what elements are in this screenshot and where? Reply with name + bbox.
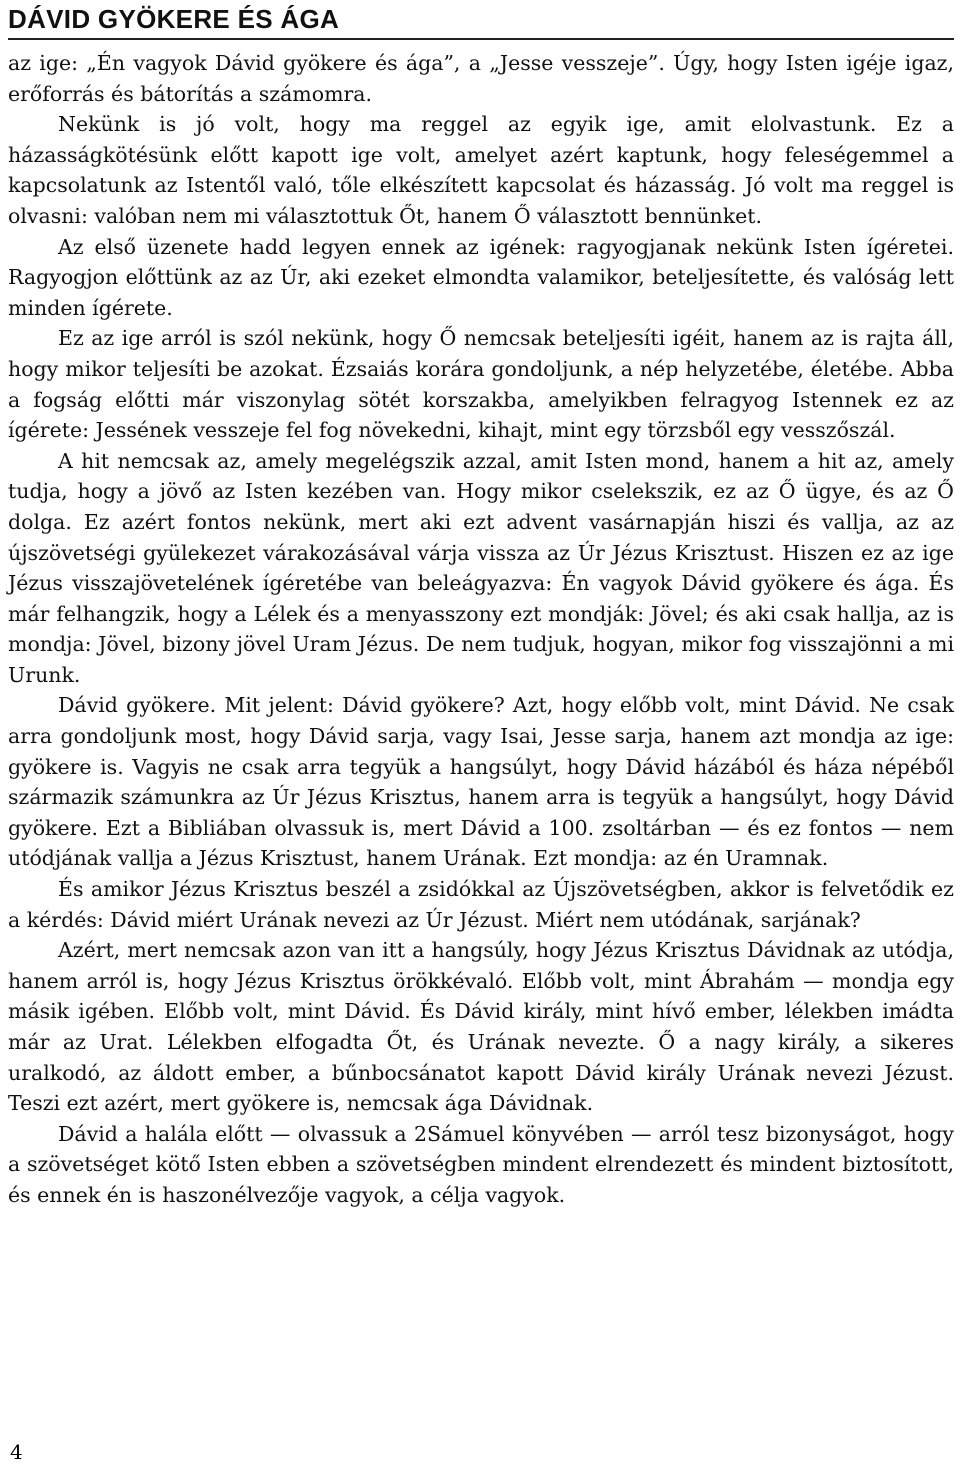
page-title: DÁVID GYÖKERE ÉS ÁGA bbox=[8, 4, 340, 34]
paragraph: Dávid a halála előtt — olvassuk a 2Sámuel könyvében — arról tesz bizonyságot, hogy a szövetséget kötő Isten ebben a szövetségben mindent elrendezett és mindent biztosított, és ennek én is haszonélvezője vagyok, a célja vagyok. bbox=[8, 1121, 954, 1207]
title-rule bbox=[8, 38, 954, 40]
page-number: 4 bbox=[10, 1440, 23, 1464]
document-page bbox=[8, 0, 954, 1211]
paragraph: Dávid gyökere. Mit jelent: Dávid gyökere? Azt, hogy előbb volt, mint Dávid. Ne csak arra gondoljunk most, hogy Dávid sarja, vagy Isai, Jesse sarja, hanem azt mondja az ige: gyökere is. Vagyis ne csak arra tegyük a hangsúlyt, hogy Dávid házából és háza népéből származik számunkra az Úr Jézus Krisztus, hanem arra is tegyük a hangsúlyt, hogy Dávid gyökere. Ezt a Bibliában olvassuk is, mert Dávid a 100. zsoltárban — és ez fontos — nem utódjának vallja a Jézus Krisztust, hanem Urának. Ezt mondja: az én Uramnak. bbox=[8, 693, 954, 871]
paragraph: Nekünk is jó volt, hogy ma reggel az egyik ige, amit elolvastunk. Ez a házasságkötésünk előtt kapott ige volt, amelyet azért kaptunk, hogy feleségemmel a kapcsolatunk az Istentől való, tőle elkészített kapcsolat és házasság. Jó volt ma reggel is olvasni: valóban nem mi választottuk Őt, hanem Ő választott bennünket. bbox=[8, 112, 954, 228]
paragraph: Azért, mert nemcsak azon van itt a hangsúly, hogy Jézus Krisztus Dávidnak az utódja, hanem arról is, hogy Jézus Krisztus örökkévaló. Előbb volt, mint Ábrahám — mondja egy másik igében. Előbb volt, mint Dávid. És Dávid király, mint hívő ember, lélekben imádta már az Urat. Lélekben elfogadta Őt, és Urának nevezte. Ő a nagy király, a sikeres uralkodó, az áldott ember, a bűnbocsánatot kapott Dávid király Urának nevezi Jézust. Teszi ezt azért, mert gyökere is, nemcsak ága Dávidnak. bbox=[8, 938, 954, 1116]
paragraph: És amikor Jézus Krisztus beszél a zsidókkal az Újszövetségben, akkor is felvetődik ez a kérdés: Dávid miért Urának nevezi az Úr Jézust. Miért nem utódának, sarjának? bbox=[8, 877, 954, 932]
paragraph: A hit nemcsak az, amely megelégszik azzal, amit Isten mond, hanem a hit az, amely tudja, hogy a jövő az Isten kezében van. Hogy mikor cselekszik, ez az Ő ügye, és az Ő dolga. Ez azért fontos nekünk, mert aki ezt advent vasárnapján hiszi és vallja, az az újszövetségi gyülekezet várakozásával várja vissza az Úr Jézus Krisztust. Hiszen ez az ige Jézus visszajövetelének ígéretébe van beleágyazva: Én vagyok Dávid gyökere és ága. És már felhangzik, hogy a Lélek és a menyasszony ezt mondják: Jövel; és aki csak hallja, az is mondja: Jövel, bizony jövel Uram Jézus. De nem tudjuk, hogyan, mikor fog visszajönni a mi Urunk. bbox=[8, 448, 954, 687]
body-text bbox=[8, 48, 954, 1211]
paragraph: Az első üzenete hadd legyen ennek az igének: ragyogjanak nekünk Isten ígéretei. Ragyogjon előttünk az az Úr, aki ezeket elmondta valamikor, beteljesítette, és valóság lett minden ígérete. bbox=[8, 234, 954, 320]
paragraph: az ige: „Én vagyok Dávid gyökere és ága”, a „Jesse vesszeje”. Úgy, hogy Isten igéje igaz, erőforrás és bátorítás a számomra. bbox=[8, 51, 954, 106]
paragraph: Ez az ige arról is szól nekünk, hogy Ő nemcsak beteljesíti igéit, hanem az is rajta áll, hogy mikor teljesíti be azokat. Ézsaiás korára gondoljunk, a nép helyzetébe, életébe. Abba a fogság előtti már viszonylag sötét korszakba, amelyikben felragyog Istennek ez az ígérete: Jessének vesszeje fel fog növekedni, kihajt, mint egy törzsből egy vesszőszál. bbox=[8, 326, 954, 443]
